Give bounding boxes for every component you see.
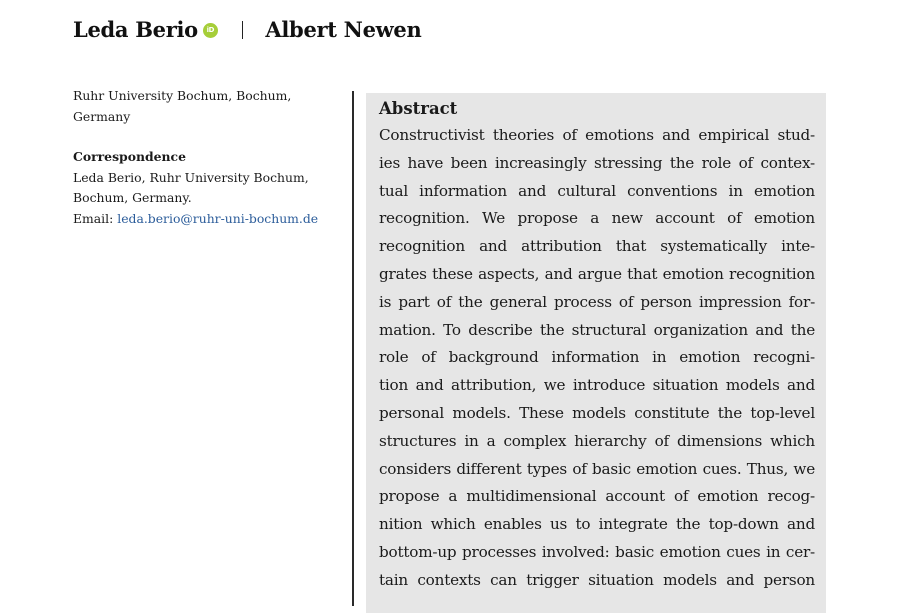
- abstract-line: considers different types of basic emotion cues. Thus, we: [379, 459, 815, 478]
- affiliation: [73, 86, 338, 127]
- abstract-box: [366, 93, 826, 613]
- abstract-body: [379, 122, 815, 595]
- abstract-line: nition which enables us to integrate the top-down and: [379, 515, 815, 534]
- abstract-line: tual information and cultural conventions in emotion: [379, 181, 815, 200]
- orcid-icon[interactable]: [203, 23, 218, 38]
- affiliation-line: Ruhr University Bochum, Bochum,: [73, 88, 292, 103]
- abstract-line: Constructivist theories of emotions and empirical stud-: [379, 126, 815, 144]
- author-list: [73, 14, 421, 46]
- abstract-line: tion and attribution, we introduce situation models and: [379, 376, 815, 395]
- correspondence-block: [73, 147, 338, 229]
- abstract-line: mation. To describe the structural organization and the: [379, 320, 815, 339]
- author-name[interactable]: Albert Newen: [265, 17, 422, 42]
- correspondence-heading: Correspondence: [73, 149, 186, 164]
- abstract-line: recognition and attribution that systematically inte-: [379, 237, 815, 256]
- author-separator: [242, 21, 244, 39]
- author-name[interactable]: Leda Berio: [73, 17, 198, 42]
- abstract-line: propose a multidimensional account of emotion recog-: [379, 487, 815, 506]
- abstract-line: grates these aspects, and argue that emotion recognition: [379, 264, 815, 283]
- correspondence-line: Leda Berio, Ruhr University Bochum,: [73, 169, 309, 185]
- correspondence-line: Bochum, Germany.: [73, 190, 192, 205]
- abstract-line: structures in a complex hierarchy of dimensions which: [379, 431, 815, 450]
- abstract-line: ies have been increasingly stressing the role of contex-: [379, 153, 815, 172]
- abstract-line: is part of the general process of person impression for-: [379, 292, 815, 311]
- abstract-line: tain contexts can trigger situation models and person: [379, 570, 815, 589]
- column-divider: [352, 91, 354, 606]
- email-label: Email:: [73, 210, 118, 226]
- affiliation-line: Germany: [73, 108, 131, 124]
- affiliation-sidebar: [73, 86, 338, 229]
- abstract-line: recognition. We propose a new account of emotion: [379, 209, 815, 228]
- abstract-line: bottom-up processes involved: basic emotion cues in cer-: [379, 542, 815, 561]
- email-link[interactable]: leda.berio@ruhr-uni-bochum.de: [117, 210, 319, 226]
- abstract-line: role of background information in emotion recogni-: [379, 348, 815, 367]
- abstract-line: personal models. These models constitute the top-level: [379, 403, 815, 422]
- email-row: [73, 209, 338, 230]
- abstract-heading: Abstract: [379, 99, 458, 118]
